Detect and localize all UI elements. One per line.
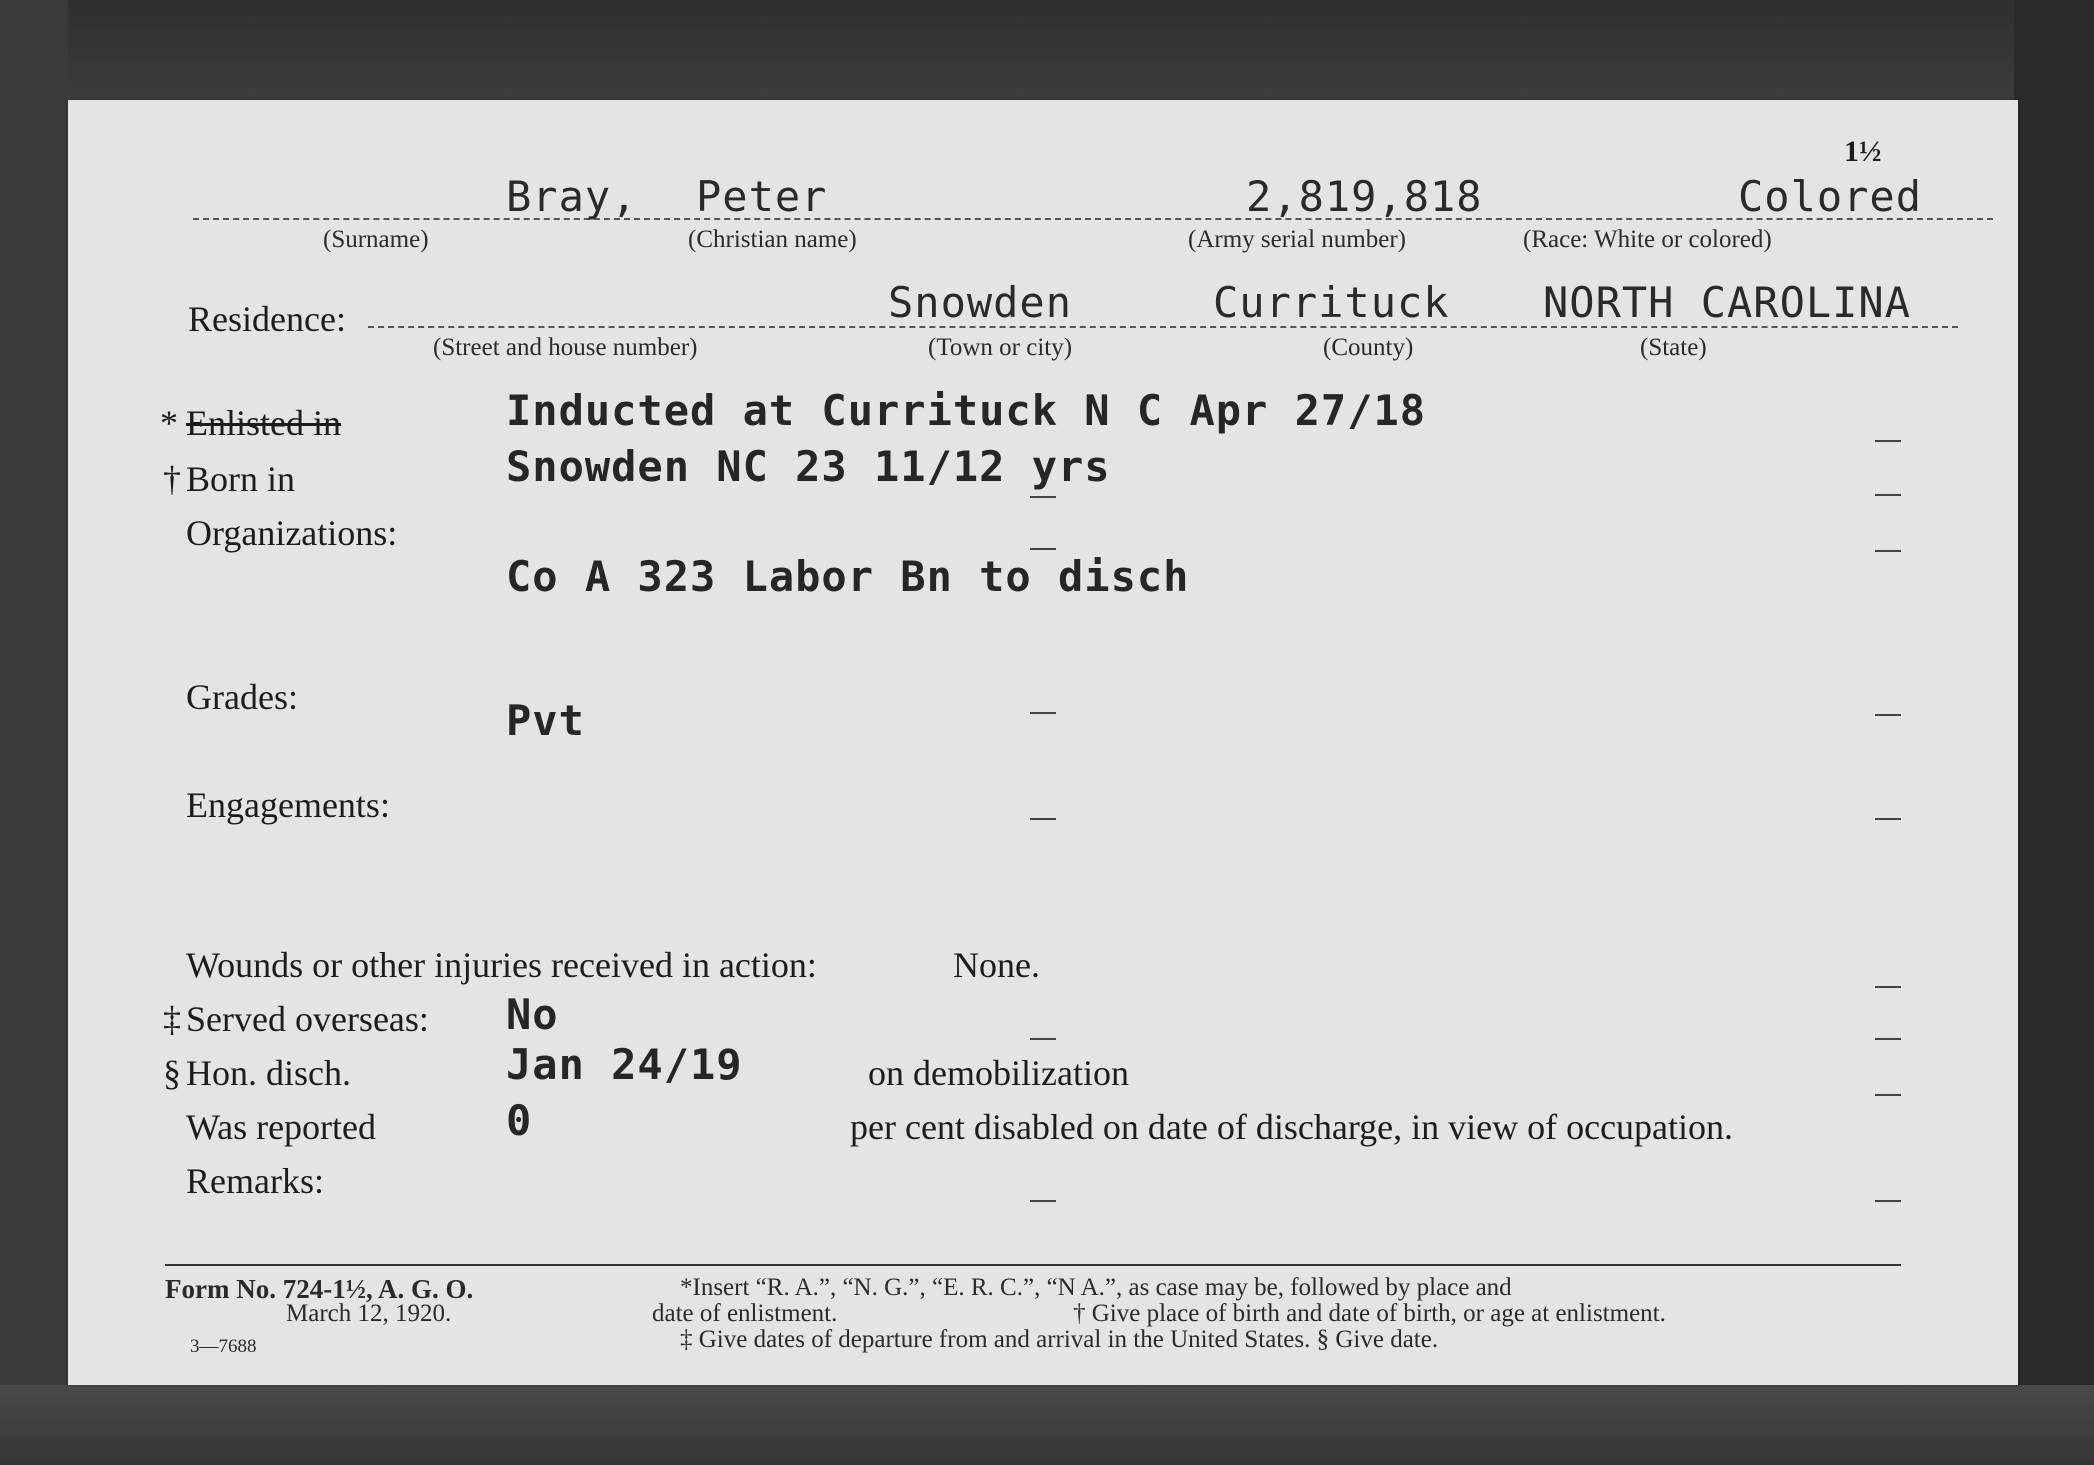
residence-label: Residence: (188, 299, 346, 339)
residence-state-value: NORTH CAROLINA (1543, 278, 1912, 327)
blank-dash (1875, 1200, 1901, 1202)
state-caption: (State) (1640, 334, 1707, 361)
race-value: Colored (1738, 172, 1923, 221)
blank-dash (1030, 496, 1056, 498)
blank-dash (1030, 1038, 1056, 1040)
street-caption: (Street and house number) (433, 334, 698, 361)
footnote-birth: † Give place of birth and date of birth, or age at enlistment. (1073, 1300, 1666, 1327)
disch-reason: on demobilization (868, 1053, 1129, 1093)
blank-dash (1875, 1094, 1901, 1096)
wounds-label: Wounds or other injuries received in action: (186, 945, 817, 985)
surname-value: Bray, (506, 172, 638, 221)
christian-name-value: Peter (696, 172, 828, 221)
reported-label: Was reported (186, 1107, 377, 1147)
blank-dash (1875, 986, 1901, 988)
blank-dash (1875, 818, 1901, 820)
footer-rule (165, 1264, 1901, 1266)
race-caption: (Race: White or colored) (1523, 226, 1772, 253)
residence-town-value: Snowden (888, 278, 1073, 327)
inducted-value: Inducted at Currituck N C Apr 27/18 (506, 386, 1427, 435)
surname-caption: (Surname) (323, 226, 429, 253)
remarks-label: Remarks: (186, 1161, 324, 1201)
blank-dash (1030, 712, 1056, 714)
blank-dash (1875, 494, 1901, 496)
blank-dash (1875, 714, 1901, 716)
blank-dash (1030, 548, 1056, 550)
blank-dash (1030, 818, 1056, 820)
disch-mark: § (163, 1053, 181, 1093)
blank-dash (1875, 550, 1901, 552)
service-record-card (68, 100, 2018, 1385)
grade-value: Pvt (506, 696, 585, 745)
overseas-mark: ‡ (163, 999, 181, 1039)
name-dotted-line (193, 218, 1993, 220)
residence-county-value: Currituck (1213, 278, 1450, 327)
organization-value: Co A 323 Labor Bn to disch (506, 552, 1190, 601)
disabled-text: per cent disabled on date of discharge, in view of occupation. (850, 1107, 1734, 1147)
print-code: 3—7688 (190, 1336, 257, 1357)
scan-frame-bottom (0, 1385, 2094, 1465)
scan-frame-top (0, 0, 2094, 100)
blank-dash (1875, 440, 1901, 442)
engagements-label: Engagements: (186, 785, 390, 825)
enlisted-label: Enlisted in (186, 403, 341, 443)
grades-label: Grades: (186, 677, 298, 717)
form-date: March 12, 1920. (286, 1300, 452, 1327)
organizations-label: Organizations: (186, 513, 398, 553)
footnote-insert-cont: date of enlistment. (652, 1300, 838, 1327)
christian-name-caption: (Christian name) (688, 226, 857, 253)
blank-dash (1875, 1038, 1901, 1040)
disch-date-value: Jan 24/19 (506, 1040, 743, 1089)
born-label: Born in (186, 459, 296, 499)
blank-dash (1030, 1200, 1056, 1202)
serial-number-caption: (Army serial number) (1188, 226, 1406, 253)
disabled-percent-value: 0 (506, 1096, 533, 1145)
enlisted-mark: * (160, 403, 178, 443)
born-mark: † (163, 459, 181, 499)
scan-frame-right (2014, 0, 2094, 1465)
footnote-overseas: ‡ Give dates of departure from and arrival in the United States. § Give date. (680, 1326, 1439, 1353)
born-value: Snowden NC 23 11/12 yrs (506, 442, 1111, 491)
town-caption: (Town or city) (928, 334, 1073, 361)
county-caption: (County) (1323, 334, 1414, 361)
overseas-label: Served overseas: (186, 999, 429, 1039)
wounds-value: None. (953, 945, 1040, 985)
disch-label: Hon. disch. (186, 1053, 351, 1093)
form-number: Form No. 724-1½, A. G. O. (165, 1274, 474, 1304)
serial-number-value: 2,819,818 (1246, 172, 1483, 221)
scan-frame-left (0, 0, 68, 1465)
corner-mark: 1½ (1844, 135, 1882, 168)
footnote-insert: *Insert “R. A.”, “N. G.”, “E. R. C.”, “N A.”, as case may be, followed by place and (680, 1274, 1512, 1301)
overseas-value: No (506, 990, 559, 1039)
